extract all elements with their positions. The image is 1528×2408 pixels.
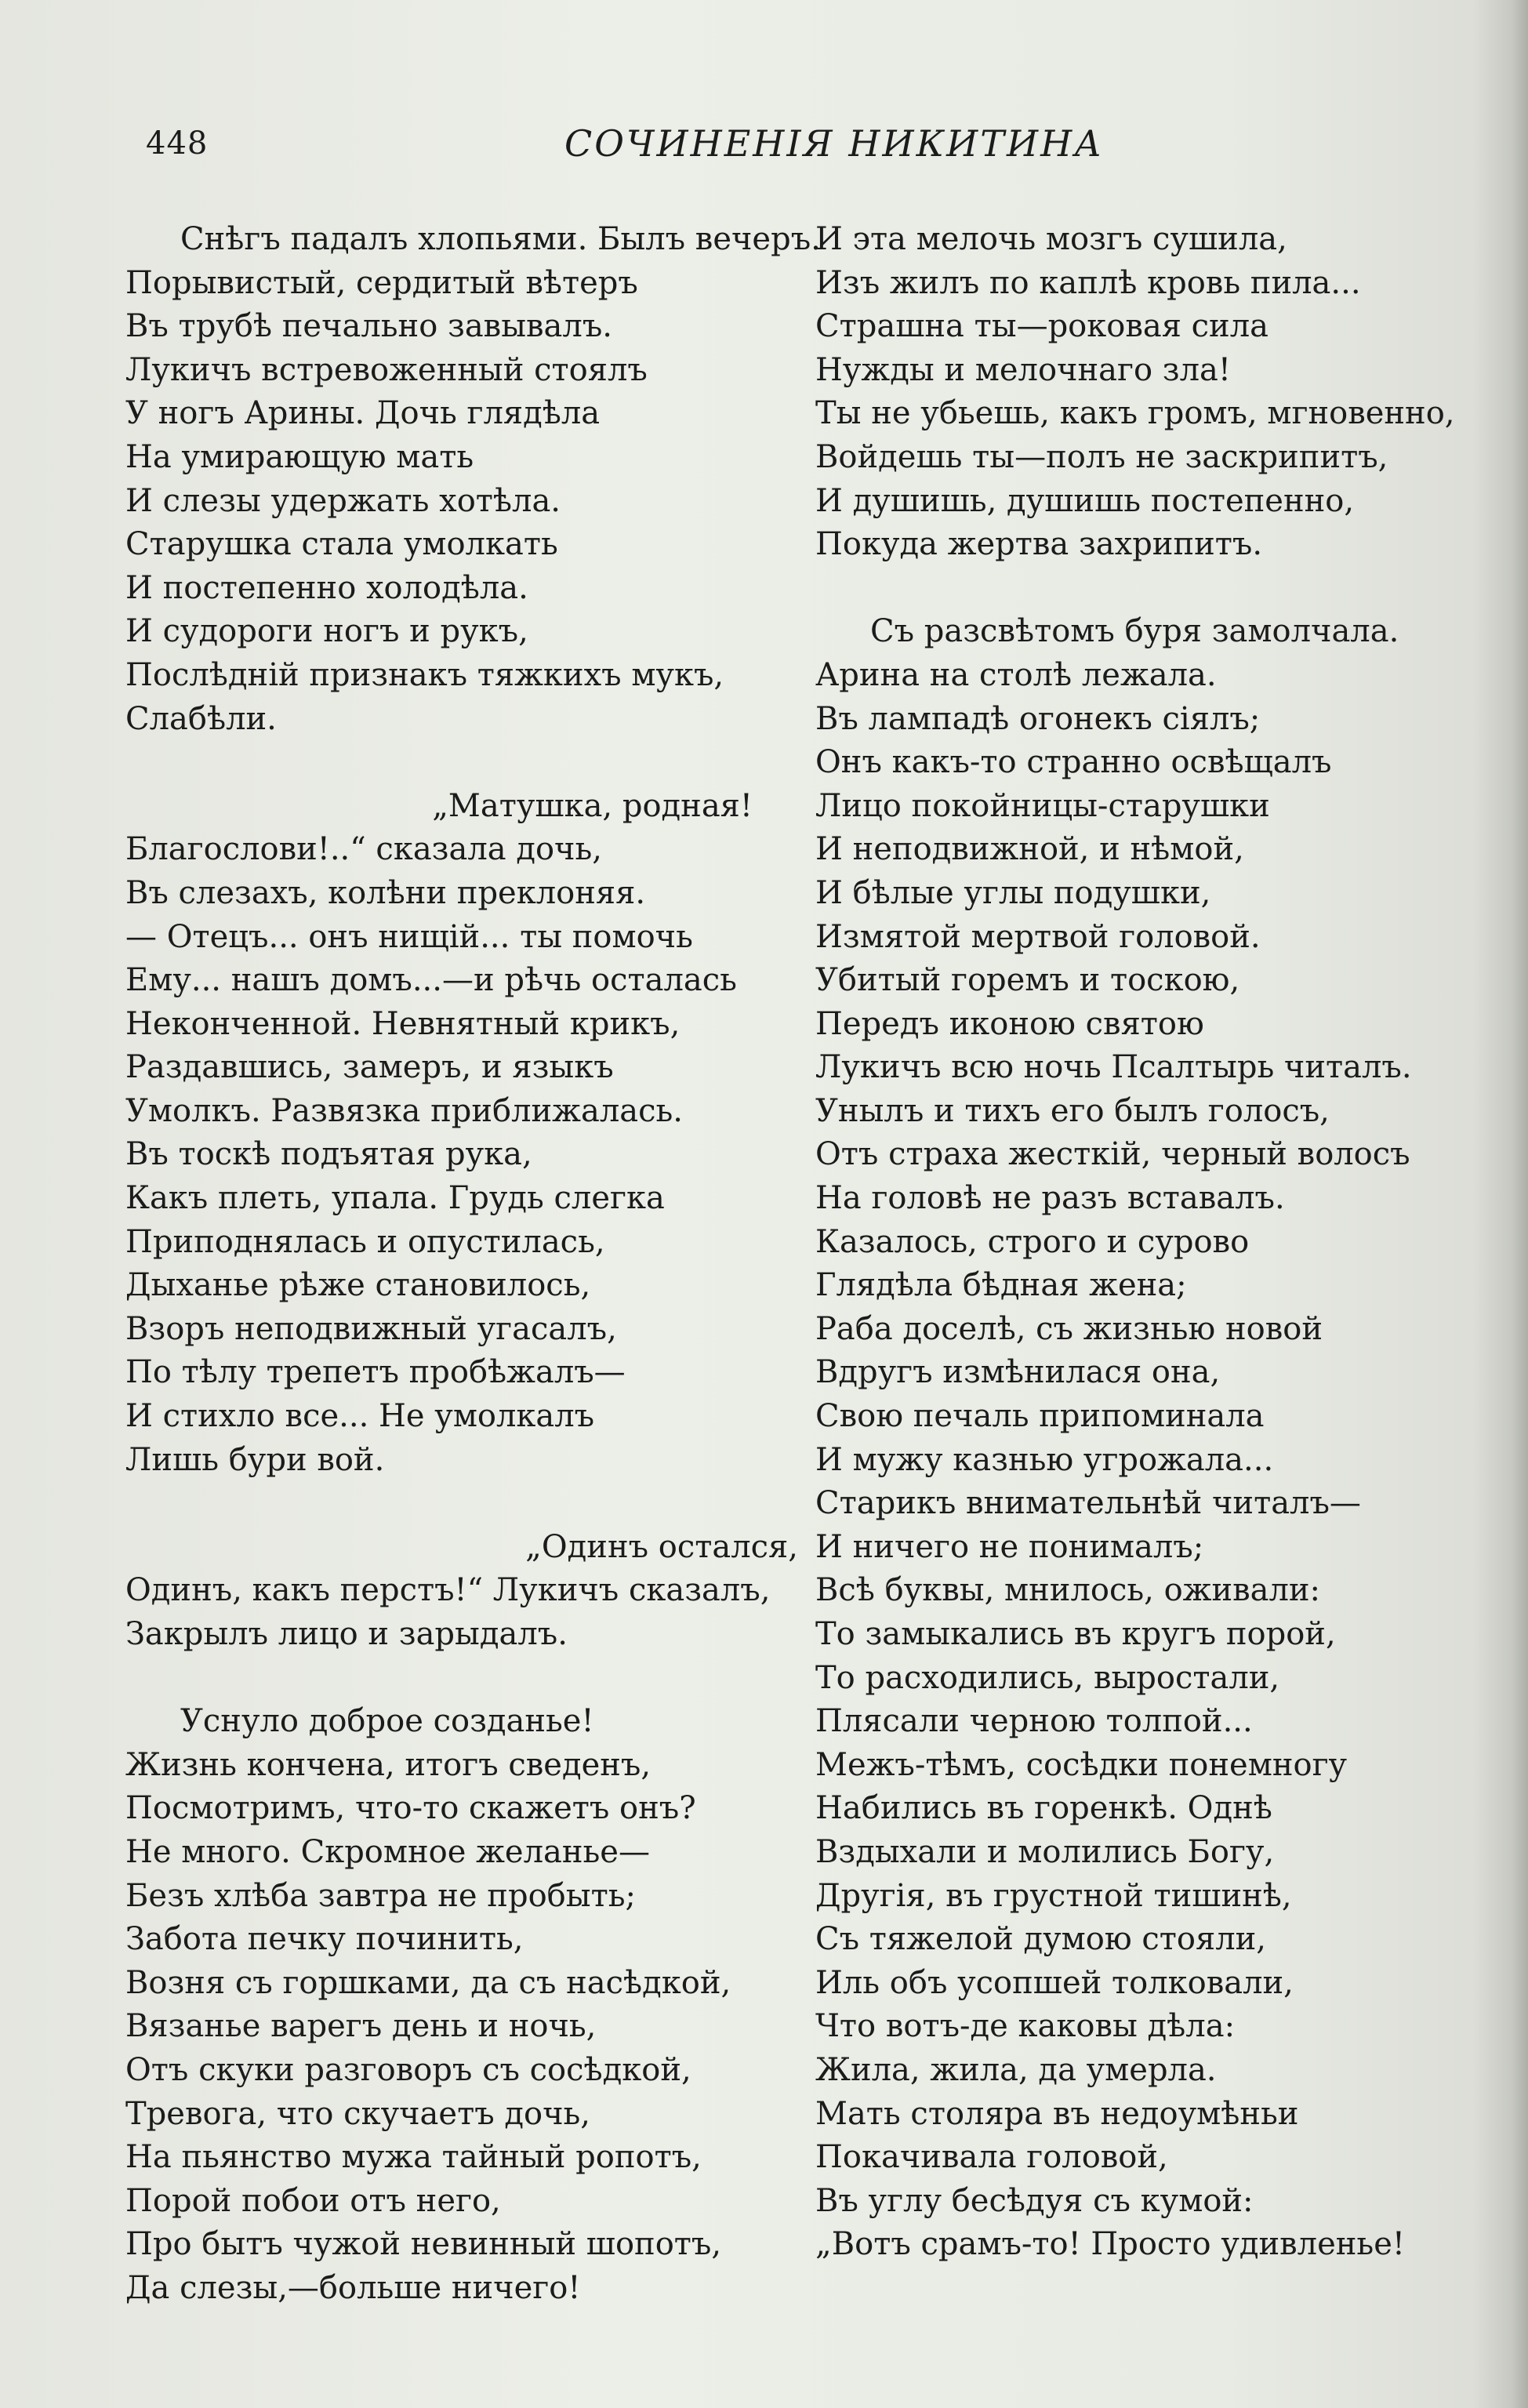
stanza-gap <box>125 1482 821 1526</box>
verse-line: На пьянство мужа тайный ропотъ, <box>125 2139 702 2176</box>
stanza-gap <box>125 741 821 785</box>
verse-line: И мужу казнью угрожала... <box>815 1441 1274 1478</box>
verse-line: Дыханье рѣже становилось, <box>125 1267 591 1304</box>
verse-line: И судороги ногъ и рукъ, <box>125 613 528 650</box>
verse-line: И слезы удержать хотѣла. <box>125 482 561 519</box>
verse-line: Нужды и мелочнаго зла! <box>815 351 1231 388</box>
verse-line: Старикъ внимательнѣй читалъ— <box>815 1485 1361 1522</box>
verse-line: — Отецъ... онъ нищій... ты помочь <box>125 918 693 955</box>
verse-line: Въ трубѣ печально завывалъ. <box>125 308 612 345</box>
verse-line: Да слезы,—больше ничего! <box>125 2269 581 2306</box>
verse-line: Благослови!..“ сказала дочь, <box>125 831 602 868</box>
verse-line: Посмотримъ, что-то скажетъ онъ? <box>125 1790 696 1827</box>
verse-line: И ничего не понималъ; <box>815 1528 1204 1565</box>
verse-line: Всѣ буквы, мнилось, оживали: <box>815 1572 1321 1609</box>
left-column <box>125 218 821 2311</box>
verse-line: Покачивала головой, <box>815 2139 1168 2176</box>
verse-line: Лишь бури вой. <box>125 1441 385 1478</box>
stanza-gap <box>815 567 1455 611</box>
verse-line: Лицо покойницы-старушки <box>815 787 1270 824</box>
verse-line: Войдешь ты—полъ не заскрипитъ, <box>815 438 1388 475</box>
verse-line: По тѣлу трепетъ пробѣжалъ— <box>125 1354 626 1391</box>
verse-line: Не много. Скромное желанье— <box>125 1833 650 1870</box>
verse-line: Убитый горемъ и тоскою, <box>815 962 1240 999</box>
running-head: СОЧИНЕНІЯ НИКИТИНА <box>564 122 1105 165</box>
verse-line: И душишь, душишь постепенно, <box>815 482 1355 519</box>
spine-shadow <box>1473 0 1528 2408</box>
verse-line: Про бытъ чужой невинный шопотъ, <box>125 2226 722 2263</box>
verse-line: Ты не убьешь, какъ громъ, мгновенно, <box>815 395 1455 432</box>
verse-line: Мать столяра въ недоумѣньи <box>815 2095 1299 2132</box>
verse-line: „Матушка, родная! <box>432 787 753 824</box>
verse-line: То расходились, выростали, <box>815 1659 1280 1696</box>
verse-line: Жизнь кончена, итогъ сведенъ, <box>125 1746 651 1783</box>
verse-line: На умирающую мать <box>125 438 474 475</box>
verse-line: Межъ-тѣмъ, сосѣдки понемногу <box>815 1746 1348 1783</box>
verse-line: Тревога, что скучаетъ дочь, <box>125 2095 591 2132</box>
verse-line: Съ разсвѣтомъ буря замолчала. <box>870 613 1399 650</box>
verse-line: Безъ хлѣба завтра не пробыть; <box>125 1877 636 1914</box>
verse-line: Старушка стала умолкать <box>125 526 558 563</box>
verse-line: И эта мелочь мозгъ сушила, <box>815 221 1287 257</box>
verse-line: Слабѣли. <box>125 700 277 737</box>
verse-line: Изъ жилъ по каплѣ кровь пила... <box>815 264 1361 301</box>
verse-line: Раздавшись, замеръ, и языкъ <box>125 1049 614 1086</box>
verse-line: Въ углу бесѣдуя съ кумой: <box>815 2182 1254 2219</box>
verse-line: Закрылъ лицо и зарыдалъ. <box>125 1616 568 1652</box>
verse-line: Вязанье варегъ день и ночь, <box>125 2008 597 2045</box>
verse-line: Казалось, строго и сурово <box>815 1223 1250 1260</box>
verse-line: Измятой мертвой головой. <box>815 918 1261 955</box>
verse-line: То замыкались въ кругъ порой, <box>815 1616 1336 1652</box>
verse-line: У ногъ Арины. Дочь глядѣла <box>125 395 601 432</box>
verse-line: Порой побои отъ него, <box>125 2182 501 2219</box>
verse-line: Въ лампадѣ огонекъ сіялъ; <box>815 700 1261 737</box>
page-number: 448 <box>146 125 209 162</box>
verse-line: Вздыхали и молились Богу, <box>815 1833 1275 1870</box>
verse-line: Онъ какъ-то странно освѣщалъ <box>815 744 1332 781</box>
verse-line: Унылъ и тихъ его былъ голосъ, <box>815 1092 1330 1129</box>
verse-line: Покуда жертва захрипитъ. <box>815 526 1263 563</box>
right-column <box>815 218 1455 2267</box>
verse-line: Забота печку починить, <box>125 1921 524 1958</box>
verse-line: „Вотъ срамъ-то! Просто удивленье! <box>815 2226 1405 2263</box>
verse-line: Иль объ усопшей толковали, <box>815 1964 1294 2001</box>
verse-line: Уснуло доброе созданье! <box>180 1703 594 1740</box>
verse-line: Снѣгъ падалъ хлопьями. Былъ вечеръ. <box>180 221 821 257</box>
verse-line: Возня съ горшками, да съ насѣдкой, <box>125 1964 731 2001</box>
verse-line: „Одинъ остался, <box>525 1528 798 1565</box>
verse-line: Вдругъ измѣнилася она, <box>815 1354 1221 1391</box>
verse-line: Съ тяжелой думою стояли, <box>815 1921 1266 1958</box>
verse-line: Страшна ты—роковая сила <box>815 308 1268 345</box>
verse-line: Глядѣла бѣдная жена; <box>815 1267 1187 1304</box>
verse-line: Передъ иконою святою <box>815 1005 1204 1042</box>
verse-line: Свою печаль припоминала <box>815 1398 1265 1435</box>
verse-line: Послѣдній признакъ тяжкихъ мукъ, <box>125 656 724 693</box>
verse-line: Набились въ горенкѣ. Однѣ <box>815 1790 1272 1827</box>
verse-line: Что вотъ-де каковы дѣла: <box>815 2008 1236 2045</box>
verse-line: Отъ скуки разговоръ съ сосѣдкой, <box>125 2051 691 2088</box>
verse-line: И неподвижной, и нѣмой, <box>815 831 1244 868</box>
verse-line: И стихло все... Не умолкалъ <box>125 1398 595 1435</box>
verse-line: Какъ плеть, упала. Грудь слегка <box>125 1180 665 1217</box>
verse-line: Одинъ, какъ перстъ!“ Лукичъ сказалъ, <box>125 1572 771 1609</box>
verse-line: Жила, жила, да умерла. <box>815 2051 1217 2088</box>
verse-line: Порывистый, сердитый вѣтеръ <box>125 264 638 301</box>
verse-line: И постепенно холодѣла. <box>125 569 528 606</box>
verse-line: Арина на столѣ лежала. <box>815 656 1217 693</box>
verse-line: Въ слезахъ, колѣни преклоняя. <box>125 874 646 911</box>
verse-line: Плясали черною толпой... <box>815 1703 1253 1740</box>
verse-line: И бѣлые углы подушки, <box>815 874 1211 911</box>
verse-line: На головѣ не разъ вставалъ. <box>815 1180 1285 1217</box>
verse-line: Ему... нашъ домъ...—и рѣчь осталась <box>125 962 737 999</box>
verse-line: Умолкъ. Развязка приближалась. <box>125 1092 683 1129</box>
verse-line: Отъ страха жесткій, черный волосъ <box>815 1136 1410 1173</box>
verse-line: Взоръ неподвижный угасалъ, <box>125 1310 617 1347</box>
verse-line: Въ тоскѣ подъятая рука, <box>125 1136 532 1173</box>
verse-line: Лукичъ всю ночь Псалтырь читалъ. <box>815 1049 1412 1086</box>
verse-line: Другія, въ грустной тишинѣ, <box>815 1877 1292 1914</box>
verse-line: Приподнялась и опустилась, <box>125 1223 605 1260</box>
verse-line: Неконченной. Невнятный крикъ, <box>125 1005 681 1042</box>
verse-line: Раба доселѣ, съ жизнью новой <box>815 1310 1323 1347</box>
stanza-gap <box>125 1657 821 1701</box>
verse-line: Лукичъ встревоженный стоялъ <box>125 351 648 388</box>
